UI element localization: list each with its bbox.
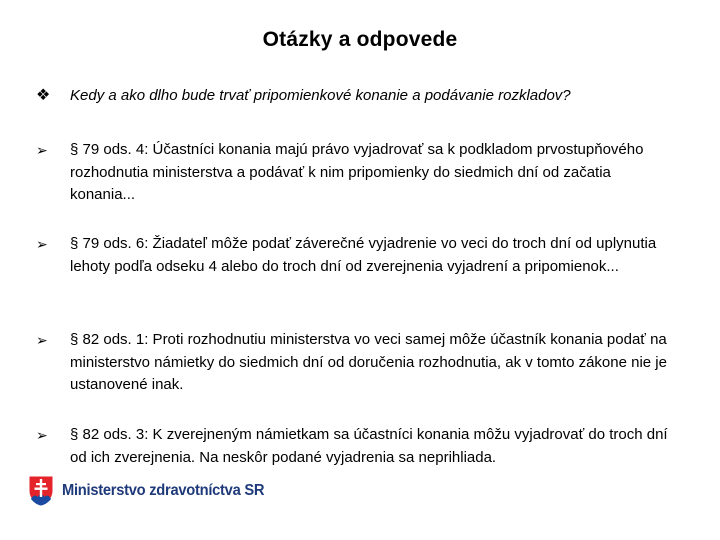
answer-text: § 79 ods. 6: Žiadateľ môže podať záverečné vyjadrenie vo veci do troch dní od uplynutia lehoty podľa odseku 4 alebo do troch dní od zverejnenia vyjadrení a pripomienok... [70, 235, 657, 275]
arrow-bullet-icon: ➢ [36, 332, 48, 348]
ministry-name: Ministerstvo zdravotníctva SR [62, 482, 265, 499]
answer-text: § 79 ods. 4: Účastníci konania majú právo vyjadrovať sa k podkladom prvostupňového rozhodnutia ministerstva a podávať k nim pripomienky do siedmich dní od začatia konania... [70, 141, 644, 203]
answer-text: § 82 ods. 3: K zverejneným námietkam sa účastníci konania môžu vyjadrovať do troch dní od ich zverejnenia. Na neskôr podané vyjadrenia sa neprihliada. [70, 426, 668, 466]
answer-item [36, 233, 676, 278]
question-text: Kedy a ako dlho bude trvať pripomienkové konanie a podávanie rozkladov? [70, 87, 571, 104]
answer-text: § 82 ods. 1: Proti rozhodnutiu ministerstva vo veci samej môže účastník konania podať na ministerstvo námietky do siedmich dní od doručenia rozhodnutia, ak v tomto zákone nie je ustanovené inak. [70, 331, 667, 393]
diamond-bullet-icon: ❖ [36, 87, 51, 104]
answer-item [36, 424, 676, 469]
question [36, 86, 696, 106]
slovak-coat-of-arms-icon [28, 475, 54, 507]
arrow-bullet-icon: ➢ [36, 427, 48, 443]
ministry-logo [28, 475, 282, 507]
arrow-bullet-icon: ➢ [36, 236, 48, 252]
arrow-bullet-icon: ➢ [36, 142, 48, 158]
answer-item [36, 139, 676, 207]
answer-item [36, 329, 676, 397]
page-title: Otázky a odpovede [262, 28, 458, 51]
